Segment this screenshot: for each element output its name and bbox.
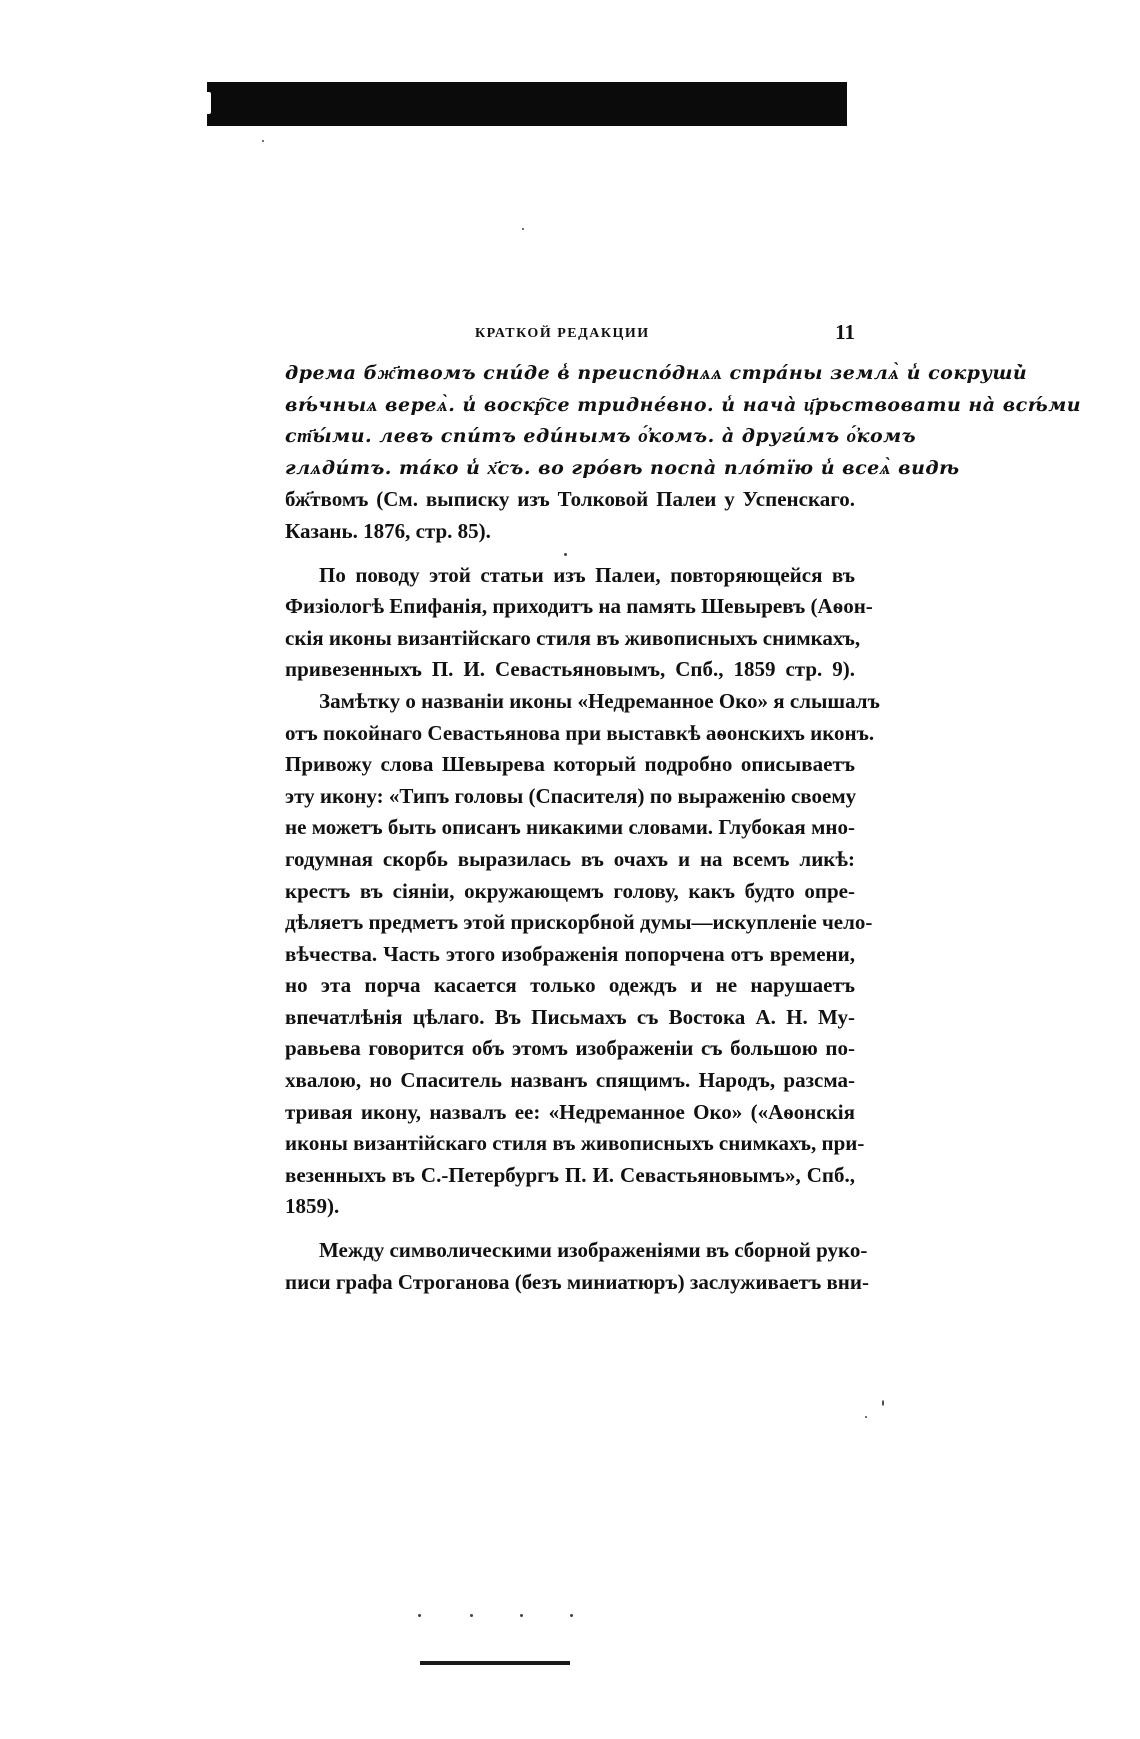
text-line: По поводу этой статьи изъ Палеи, повторяющейся въ [319, 562, 855, 587]
paragraph [285, 560, 873, 686]
paragraph [285, 686, 880, 1223]
scan-speck [418, 1614, 421, 1617]
text-line: Замѣтку о названiи иконы «Недреманное Око» я слышалъ [319, 688, 880, 713]
slavonic-quote [285, 358, 1082, 484]
text-line: но эта порча касается только одеждъ и не нарушаетъ [285, 973, 855, 998]
text-line: скiя иконы византiйскаго стиля въ живописныхъ снимкахъ, [285, 625, 861, 650]
scan-top-bar [207, 82, 847, 126]
text-line: равьева говорится объ этомъ изображенiи съ большою по- [285, 1036, 855, 1061]
scan-speck [570, 1614, 573, 1617]
scan-speck [865, 1416, 867, 1418]
page-header [285, 318, 855, 350]
text-line: иконы византiйскаго стиля въ живописныхъ снимкахъ, при- [285, 1131, 865, 1156]
text-line: вѣ́чныѧ вереѧ̀. и̾ воскр҇се тридне́вно. и̾ нача̀ ц҃рьствовати на̀ всѣ́ми [285, 393, 1082, 416]
text-line: Казань. 1876, стр. 85). [285, 518, 491, 543]
text-line: Привожу слова Шевырева который подробно описываетъ [285, 752, 855, 777]
text-line: привезенныхъ П. И. Севастьяновымъ, Спб., 1859 стр. 9). [285, 657, 855, 682]
text-line: ст҃ы́ми. левъ спи́тъ еди́нымъ о҆́комъ. а̀ други́мъ о҆́комъ [285, 425, 917, 448]
text-line: дрема бж҃твомъ сни́де в̾ преиспо́днѧѧ стра́ны землѧ̀ и̾ сокруши̇̀ [285, 362, 1028, 384]
text-line: Между символическими изображенiями въ сборной руко- [319, 1238, 868, 1263]
paragraph [285, 1235, 870, 1298]
text-line: Физiологѣ Епифанiя, приходитъ на память Шевыревъ (Аѳон- [285, 594, 873, 619]
text-line: бж҃твомъ (См. выписку изъ Толковой Палеи у Успенскаго. [285, 487, 855, 512]
text-line: дѣляетъ предметъ этой прискорбной думы—искупленiе чело- [285, 910, 873, 935]
citation [285, 484, 855, 547]
text-line: везенныхъ въ С.-Петербургъ П. И. Севастьяновымъ», Спб., [285, 1162, 855, 1187]
text-line: отъ покойнаго Севастьянова при выставкѣ аѳонскихъ иконъ. [285, 720, 875, 745]
scan-speck [470, 1614, 473, 1617]
text-line: не можетъ быть описанъ никакими словами. Глубокая мно- [285, 815, 855, 840]
text-line: глѧди́тъ. та́ко и̾ х҃съ. во гро́вѣ поспа̀ пло́тїю и̾ всеѧ̀ видѣ [285, 456, 960, 479]
text-line: 1859). [285, 1194, 340, 1219]
scan-speck [520, 1614, 523, 1617]
scan-speck [882, 1400, 884, 1406]
scan-speck [564, 553, 567, 556]
scan-bar-notch [205, 92, 211, 114]
page-number: 11 [835, 320, 855, 344]
text-line: годумная скорбь выразилась въ очахъ и на всемъ ликѣ: [285, 846, 855, 871]
scan-speck [262, 140, 264, 142]
bottom-scan-mark [420, 1661, 570, 1665]
text-line: крестъ въ сiянiи, окружающемъ голову, какъ будто опре- [285, 878, 855, 903]
text-line: вѣчества. Часть этого изображенiя попорчена отъ времени, [285, 941, 855, 966]
text-line: тривая икону, назвалъ ее: «Недреманное Око» («Аѳонскiя [285, 1099, 855, 1124]
text-line: писи графа Строганова (безъ миниатюръ) заслуживаетъ вни- [285, 1269, 870, 1294]
text-line: эту икону: «Типъ головы (Спасителя) по выраженiю своему [285, 783, 857, 808]
running-title: КРАТКОЙ РЕДАКЦИИ [475, 326, 650, 341]
text-line: хвалою, но Спаситель названъ спящимъ. Народъ, разсма- [285, 1068, 855, 1093]
scan-speck [522, 228, 524, 230]
text-line: впечатлѣнiя цѣлаго. Въ Письмахъ съ Востока А. Н. Му- [285, 1004, 855, 1029]
page-body [285, 358, 1082, 1298]
